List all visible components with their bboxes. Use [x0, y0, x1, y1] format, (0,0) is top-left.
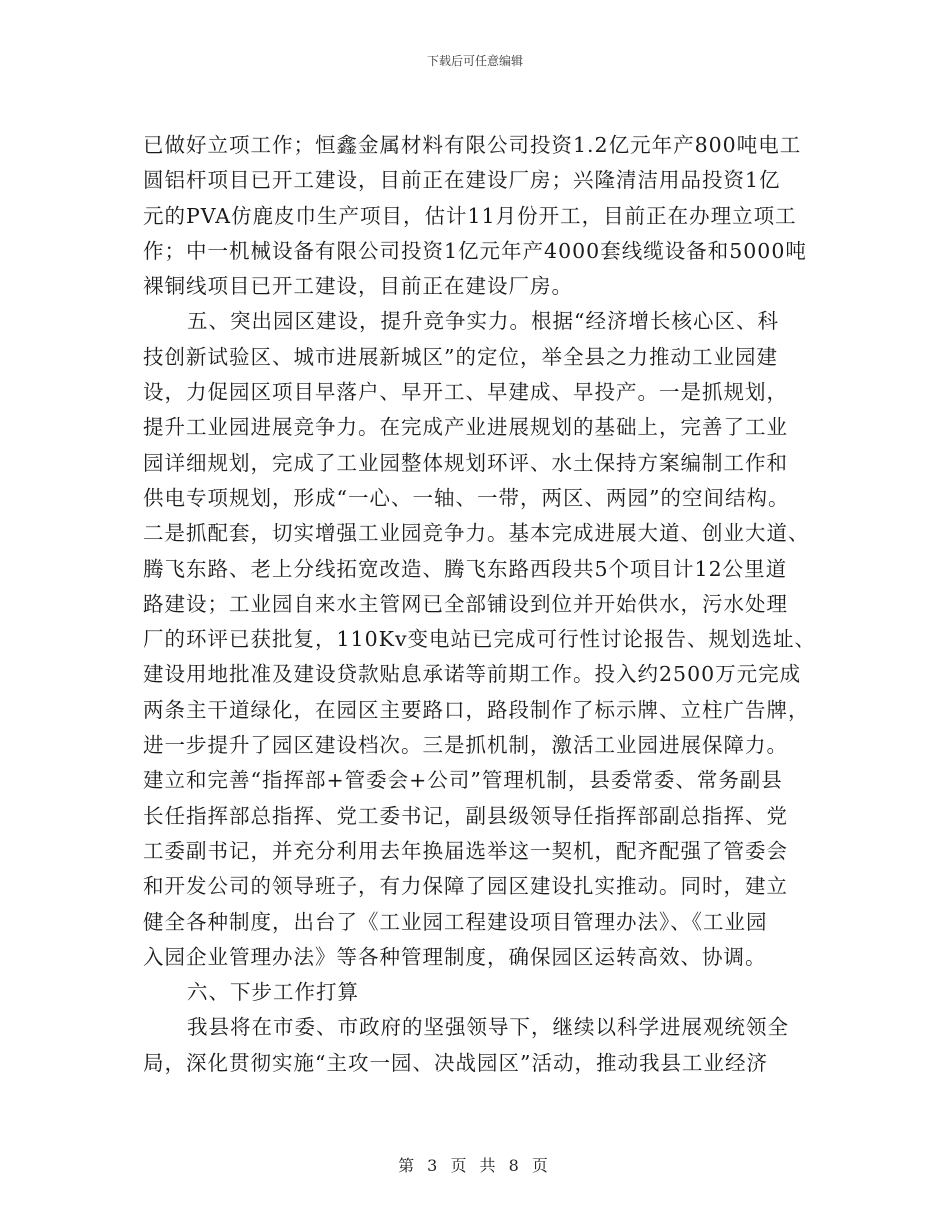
text-line: 裸铜线项目已开工建设，目前正在建设厂房。 — [143, 274, 573, 299]
text-line: 厂的环评已获批复，110Kv变电站已完成可行性讨论报告、规划选址、 — [143, 627, 817, 652]
text-line: 两条主干道绿化，在园区主要路口，路段制作了标示牌、立柱广告牌， — [143, 697, 810, 722]
text-line: 圆铝杆项目已开工建设，目前正在建设厂房；兴隆清洁用品投资1亿 — [143, 168, 781, 193]
text-line: 入园企业管理办法》等各种管理制度，确保园区运转高效、协调。 — [143, 944, 767, 969]
text-line: 工委副书记，并充分利用去年换届选举这一契机，配齐配强了管委会 — [143, 838, 788, 863]
text-line: 进一步提升了园区建设档次。三是抓机制，激活工业园进展保障力。 — [143, 733, 788, 758]
text-line: 供电专项规划，形成“一心、一轴、一带，两区、两园”的空间结构。 — [143, 485, 790, 510]
text-line: 健全各种制度，出台了《工业园工程建设项目管理办法》、《工业园 — [143, 909, 768, 934]
text-line: 二是抓配套，切实增强工业园竞争力。基本完成进展大道、创业大道、 — [143, 521, 810, 546]
text-line: 建设用地批准及建设贷款贴息承诺等前期工作。投入约2500万元完成 — [143, 662, 802, 687]
paragraph-plans — [143, 1010, 808, 1081]
paragraph-park-construction — [143, 304, 817, 975]
text-line: 腾飞东路、老上分线拓宽改造、腾飞东路西段共5个项目计12公里道 — [143, 556, 788, 581]
section-heading-next-steps — [143, 975, 808, 1010]
text-line: 作；中一机械设备有限公司投资1亿元年产4000套线缆设备和5000吨 — [143, 238, 807, 263]
text-line: 路建设；工业园自来水主管网已全部铺设到位并开始供水，污水处理 — [143, 591, 788, 616]
text-line: 五、突出园区建设，提升竞争实力。根据“经济增长核心区、科 — [187, 309, 779, 334]
text-line: 长任指挥部总指挥、党工委书记，副县级领导任指挥部副总指挥、党 — [143, 803, 788, 828]
page-header: 下载后可任意编辑 — [426, 54, 523, 68]
document-body — [143, 128, 817, 1081]
text-line: 已做好立项工作；恒鑫金属材料有限公司投资1.2亿元年产800吨电工 — [143, 133, 802, 157]
page-number: 第 3 页 共 8 页 — [398, 1156, 552, 1175]
text-line: 技创新试验区、城市进展新城区”的定位，举全县之力推动工业园建 — [143, 344, 778, 369]
text-line: 局，深化贯彻实施“主攻一园、决战园区”活动，推动我县工业经济 — [143, 1050, 768, 1075]
text-line: 元的PVA仿鹿皮巾生产项目，估计11月份开工，目前正在办理立项工 — [143, 203, 797, 228]
text-line: 提升工业园进展竞争力。在完成产业进展规划的基础上，完善了工业 — [143, 415, 788, 440]
text-line: 建立和完善“指挥部+管委会+公司”管理机制，县委常委、常务副县 — [143, 768, 783, 793]
paragraph-projects — [143, 128, 808, 304]
text-line: 和开发公司的领导班子，有力保障了园区建设扎实推动。同时，建立 — [143, 874, 788, 899]
text-line: 设，力促园区项目早落户、早开工、早建成、早投产。一是抓规划， — [143, 380, 788, 405]
text-line: 我县将在市委、市政府的坚强领导下，继续以科学进展观统领全 — [187, 1015, 789, 1040]
text-line: 园详细规划，完成了工业园整体规划环评、水土保持方案编制工作和 — [143, 450, 788, 475]
text-line: 六、下步工作打算 — [187, 980, 359, 1005]
